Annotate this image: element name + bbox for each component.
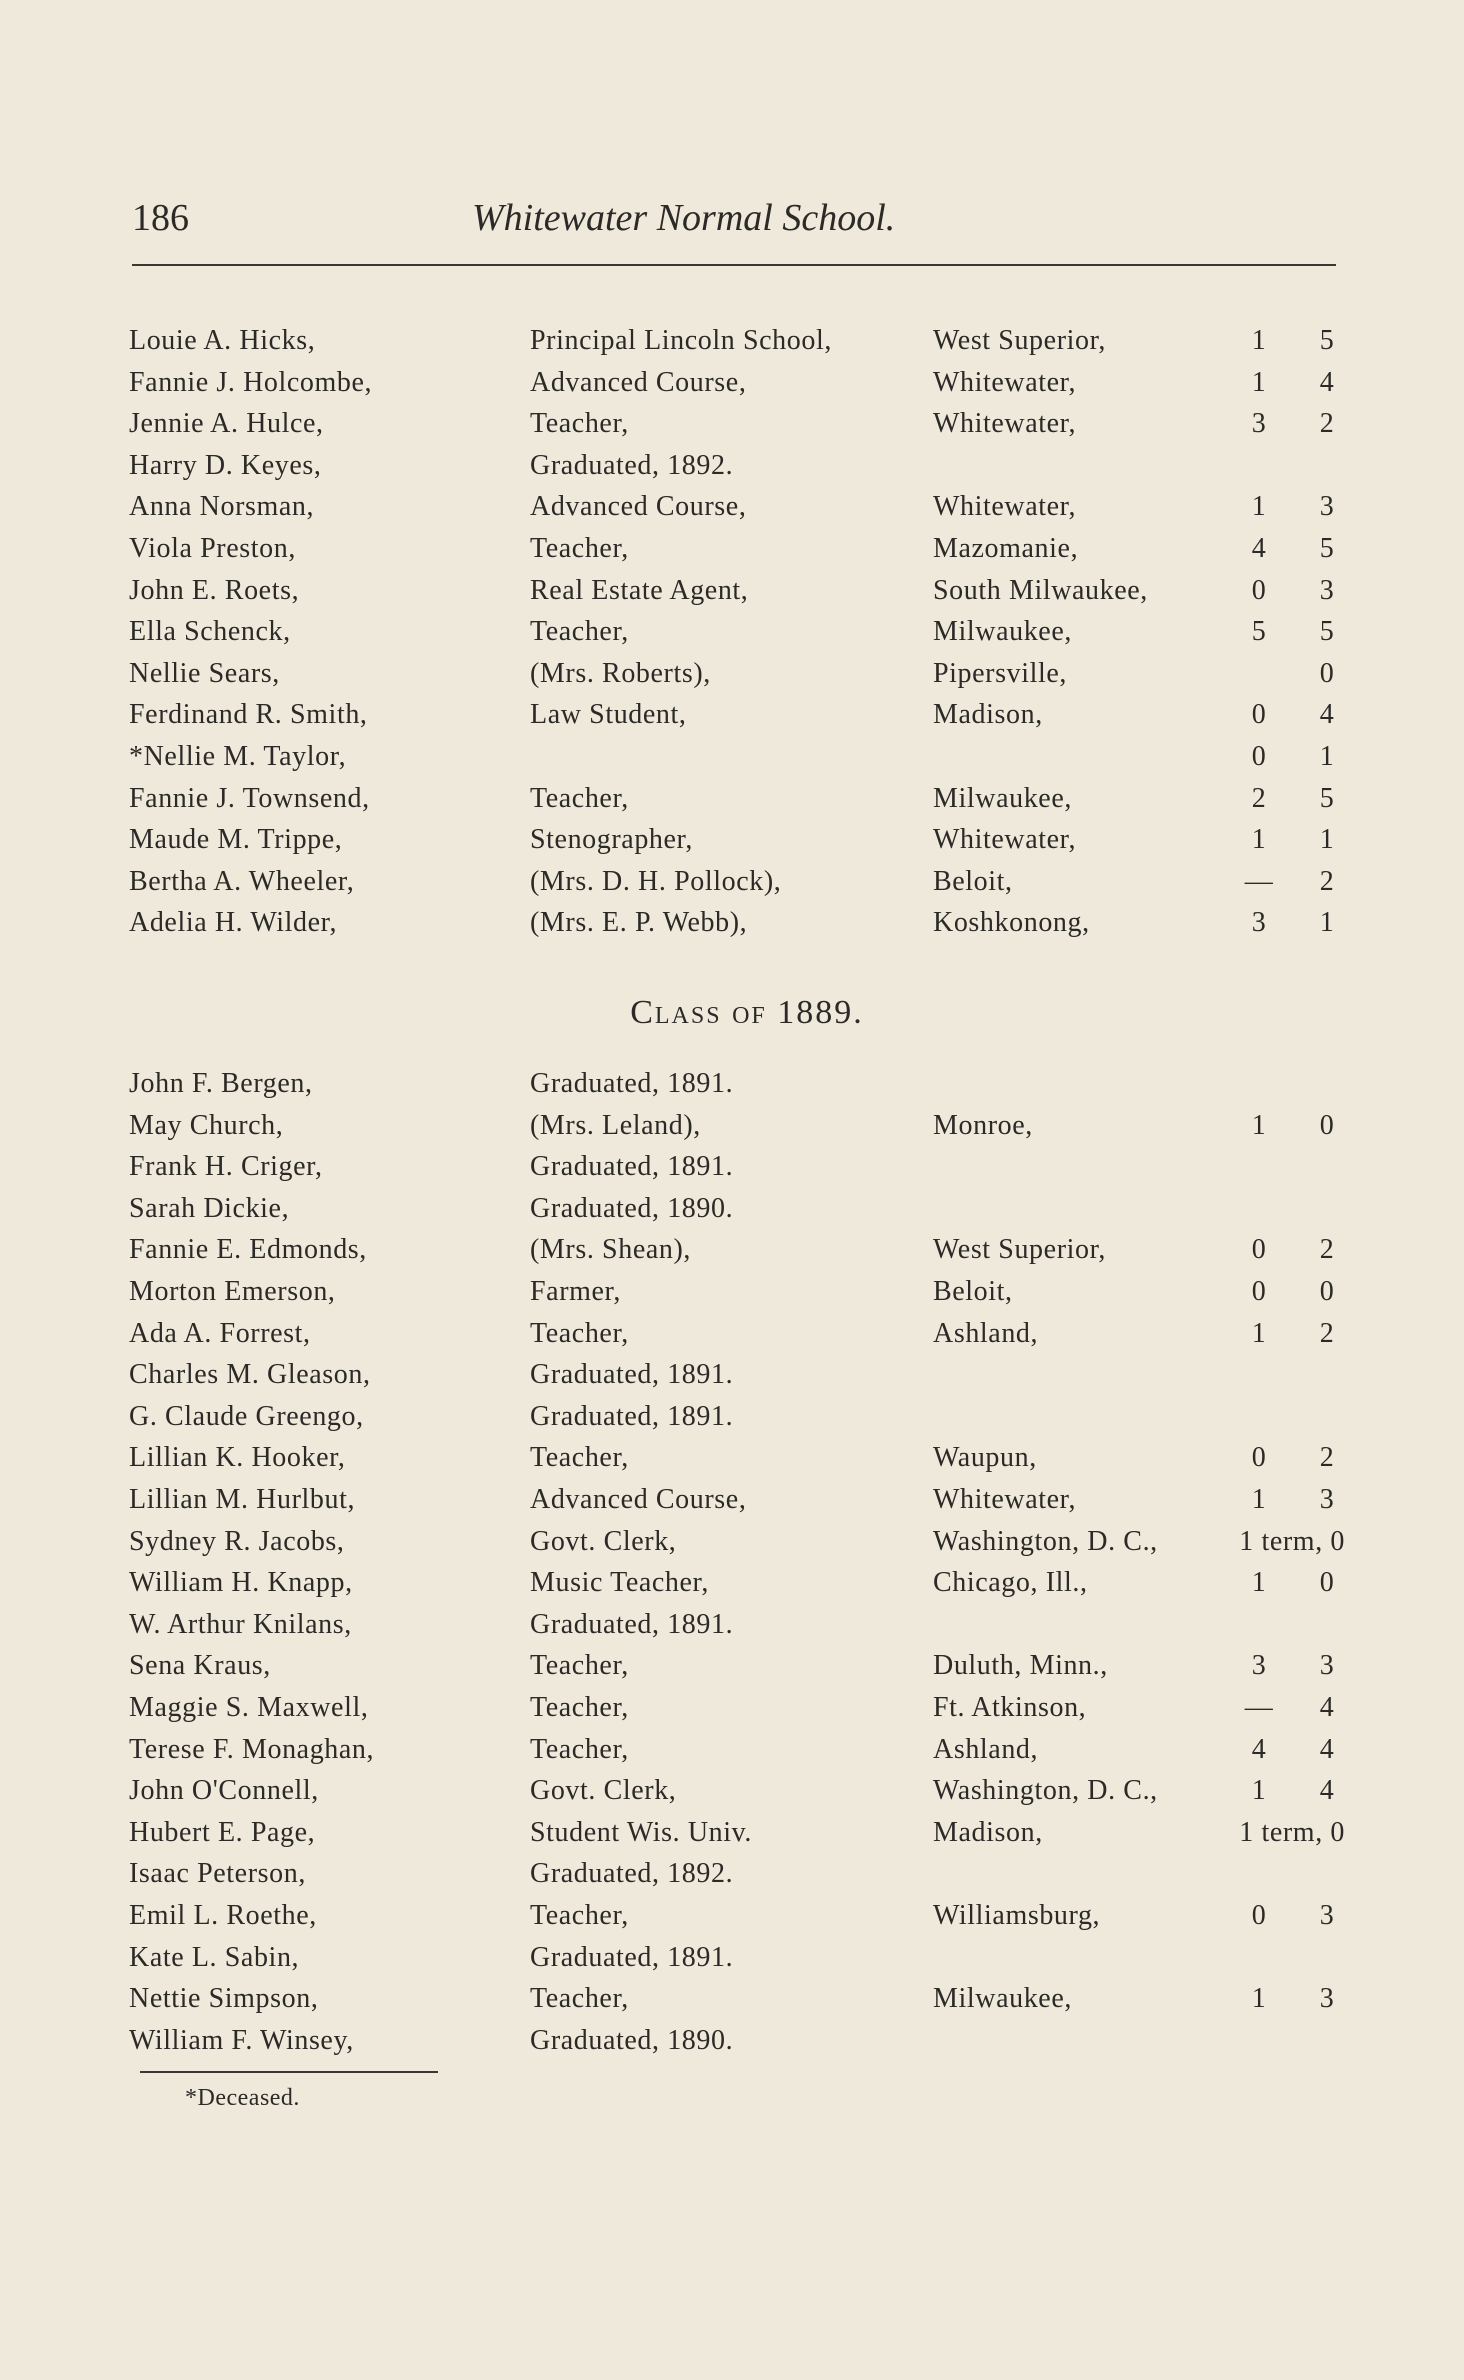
alumnus-residence: Whitewater,	[933, 491, 1077, 523]
alumnus-name: John E. Roets,	[129, 574, 300, 606]
table-row	[0, 1526, 1464, 1566]
alumnus-terms: 0	[1319, 657, 1335, 689]
alumnus-terms: 0	[1319, 1276, 1335, 1307]
alumnus-occupation: Teacher,	[530, 1692, 629, 1723]
alumnus-years: 0	[1251, 1442, 1267, 1474]
table-row	[0, 408, 1464, 448]
alumnus-years: —	[1244, 865, 1274, 897]
alumnus-name: John F. Bergen,	[129, 1068, 313, 1099]
alumnus-residence: Ashland,	[933, 1733, 1039, 1765]
alumnus-name: Emil L. Roethe,	[129, 1900, 317, 1931]
alumnus-occupation: Stenographer,	[530, 824, 693, 856]
alumnus-terms: 1	[1319, 741, 1335, 772]
alumnus-residence: Milwaukee,	[933, 1983, 1072, 2015]
alumnus-occupation: Teacher,	[530, 1442, 629, 1474]
alumnus-name: Hubert E. Page,	[129, 1816, 316, 1848]
table-row	[0, 1817, 1464, 1857]
table-row	[0, 1609, 1464, 1649]
alumnus-occupation: Graduated, 1891.	[530, 1359, 734, 1391]
alumnus-residence: Whitewater,	[933, 1484, 1077, 1515]
alumnus-name: William F. Winsey,	[129, 2024, 354, 2056]
alumnus-name: Viola Preston,	[129, 533, 296, 564]
alumnus-occupation: Graduated, 1892.	[530, 1858, 734, 1890]
alumnus-name: Fannie J. Townsend,	[129, 782, 370, 814]
table-row	[0, 658, 1464, 698]
alumnus-name: Fannie E. Edmonds,	[129, 1234, 367, 1266]
alumnus-occupation: Advanced Course,	[530, 1484, 747, 1515]
alumnus-occupation: Farmer,	[530, 1276, 621, 1307]
alumnus-years: 0	[1251, 574, 1267, 606]
alumnus-years: 1	[1251, 366, 1267, 398]
alumnus-occupation: Graduated, 1891.	[530, 1151, 734, 1183]
alumnus-name: Nellie Sears,	[129, 657, 280, 689]
table-row	[0, 1983, 1464, 2023]
alumnus-name: Nettie Simpson,	[129, 1983, 319, 2015]
alumnus-residence: Ft. Atkinson,	[933, 1692, 1087, 1723]
alumnus-occupation: Advanced Course,	[530, 491, 747, 523]
alumnus-name: Lillian M. Hurlbut,	[129, 1484, 356, 1515]
alumnus-name: Isaac Peterson,	[129, 1858, 306, 1890]
alumnus-years: 0	[1251, 1900, 1267, 1931]
alumnus-terms: 3	[1319, 1900, 1335, 1931]
alumnus-residence: Milwaukee,	[933, 616, 1072, 648]
alumnus-residence: Pipersville,	[933, 657, 1067, 689]
alumnus-residence: Washington, D. C.,	[933, 1525, 1158, 1557]
alumnus-terms: 2	[1319, 1234, 1335, 1266]
alumnus-name: Sydney R. Jacobs,	[129, 1525, 345, 1557]
alumnus-name: Sarah Dickie,	[129, 1192, 290, 1224]
alumnus-years: 1	[1251, 1317, 1267, 1349]
alumnus-name: Kate L. Sabin,	[129, 1941, 300, 1973]
alumnus-occupation: Student Wis. Univ.	[530, 1816, 753, 1848]
table-row	[0, 2025, 1464, 2065]
alumnus-terms: 5	[1319, 533, 1335, 564]
alumnus-years: 3	[1251, 907, 1267, 939]
table-row	[0, 783, 1464, 823]
alumnus-years: 1	[1251, 491, 1267, 523]
alumnus-terms: 2	[1319, 1317, 1335, 1349]
alumnus-occupation: Graduated, 1892.	[530, 449, 734, 481]
alumnus-terms: 5	[1319, 782, 1335, 814]
alumnus-occupation: Teacher,	[530, 1733, 629, 1765]
alumnus-occupation: Law Student,	[530, 699, 687, 731]
alumnus-terms: 5	[1319, 325, 1335, 356]
alumnus-terms: 2	[1319, 408, 1335, 440]
alumnus-residence: Beloit,	[933, 865, 1013, 897]
table-row	[0, 866, 1464, 906]
table-row	[0, 1401, 1464, 1441]
alumnus-name: W. Arthur Knilans,	[129, 1608, 352, 1640]
table-row	[0, 1650, 1464, 1690]
alumnus-occupation: Teacher,	[530, 408, 629, 440]
alumnus-residence: Whitewater,	[933, 408, 1077, 440]
table-row	[0, 450, 1464, 490]
alumnus-name: Frank H. Criger,	[129, 1151, 323, 1183]
alumnus-residence: Mazomanie,	[933, 533, 1079, 564]
table-row	[0, 575, 1464, 615]
alumnus-name: Maude M. Trippe,	[129, 824, 343, 856]
alumnus-occupation: (Mrs. E. P. Webb),	[530, 907, 748, 939]
alumnus-terms: 2	[1319, 865, 1335, 897]
table-row	[0, 1942, 1464, 1982]
alumnus-years: 1	[1251, 325, 1267, 356]
alumnus-occupation: Govt. Clerk,	[530, 1525, 677, 1557]
alumnus-name: Lillian K. Hooker,	[129, 1442, 346, 1474]
alumnus-name: Ada A. Forrest,	[129, 1317, 311, 1349]
alumnus-residence: Washington, D. C.,	[933, 1775, 1158, 1807]
alumnus-years: 0	[1251, 1234, 1267, 1266]
alumnus-name: Anna Norsman,	[129, 491, 315, 523]
alumnus-residence: Madison,	[933, 1816, 1043, 1848]
alumnus-residence: Beloit,	[933, 1276, 1013, 1307]
alumnus-residence: Williamsburg,	[933, 1900, 1101, 1931]
alumnus-years: 1	[1251, 1109, 1267, 1141]
running-title: Whitewater Normal School.	[472, 197, 896, 239]
table-row	[0, 741, 1464, 781]
alumnus-occupation: Teacher,	[530, 1650, 629, 1682]
alumnus-terms: 5	[1319, 616, 1335, 648]
alumnus-occupation: Graduated, 1891.	[530, 1608, 734, 1640]
alumnus-name: Maggie S. Maxwell,	[129, 1692, 369, 1723]
alumnus-occupation: Graduated, 1891.	[530, 1941, 734, 1973]
table-row	[0, 1734, 1464, 1774]
alumnus-occupation: Teacher,	[530, 1983, 629, 2015]
alumnus-terms: 0	[1319, 1109, 1335, 1141]
alumnus-terms: 4	[1319, 1775, 1335, 1807]
alumnus-terms: 1	[1319, 907, 1335, 939]
alumnus-years: 1	[1251, 1567, 1267, 1599]
table-row	[0, 1151, 1464, 1191]
alumnus-name: Terese F. Monaghan,	[129, 1733, 375, 1765]
alumnus-occupation: Advanced Course,	[530, 366, 747, 398]
alumnus-name: Sena Kraus,	[129, 1650, 271, 1682]
class-heading: Class of 1889.	[630, 994, 864, 1031]
alumnus-occupation: Graduated, 1890.	[530, 2024, 734, 2056]
alumnus-terms: 3	[1319, 1983, 1335, 2015]
alumnus-name: May Church,	[129, 1109, 284, 1141]
alumnus-name: Charles M. Gleason,	[129, 1359, 371, 1391]
table-row	[0, 1775, 1464, 1815]
alumnus-residence: West Superior,	[933, 1234, 1106, 1266]
table-row	[0, 1484, 1464, 1524]
alumnus-years: 4	[1251, 1733, 1267, 1765]
alumnus-years: 0	[1251, 1276, 1267, 1307]
footnote: *Deceased.	[185, 2085, 300, 2111]
alumnus-occupation: Teacher,	[530, 616, 629, 648]
alumnus-years: 1 term, 0	[1239, 1525, 1345, 1557]
alumnus-name: John O'Connell,	[129, 1775, 319, 1807]
table-row	[0, 1567, 1464, 1607]
alumnus-name: *Nellie M. Taylor,	[129, 741, 347, 772]
alumnus-terms: 3	[1319, 1650, 1335, 1682]
alumnus-residence: Madison,	[933, 699, 1043, 731]
table-row	[0, 367, 1464, 407]
table-row	[0, 1692, 1464, 1732]
alumnus-occupation: Govt. Clerk,	[530, 1775, 677, 1807]
alumnus-residence: South Milwaukee,	[933, 574, 1148, 606]
alumnus-occupation: Graduated, 1891.	[530, 1068, 734, 1099]
alumnus-residence: Monroe,	[933, 1109, 1033, 1141]
alumnus-name: Jennie A. Hulce,	[129, 408, 324, 440]
alumnus-years: 3	[1251, 408, 1267, 440]
alumnus-residence: West Superior,	[933, 325, 1106, 356]
alumnus-terms: 1	[1319, 824, 1335, 856]
alumnus-occupation: Real Estate Agent,	[530, 574, 749, 606]
alumnus-name: Ella Schenck,	[129, 616, 291, 648]
table-row	[0, 1442, 1464, 1482]
alumnus-occupation: Teacher,	[530, 1900, 629, 1931]
alumnus-terms: 2	[1319, 1442, 1335, 1474]
alumnus-residence: Whitewater,	[933, 366, 1077, 398]
table-row	[0, 699, 1464, 739]
alumnus-years: 5	[1251, 616, 1267, 648]
table-row	[0, 1858, 1464, 1898]
alumnus-years: —	[1244, 1692, 1274, 1723]
alumnus-occupation: (Mrs. Shean),	[530, 1234, 691, 1266]
alumnus-terms: 0	[1319, 1567, 1335, 1599]
table-row	[0, 325, 1464, 365]
alumnus-name: William H. Knapp,	[129, 1567, 353, 1599]
alumnus-occupation: Teacher,	[530, 1317, 629, 1349]
footnote-rule	[140, 2071, 438, 2073]
alumnus-occupation: Music Teacher,	[530, 1567, 709, 1599]
table-row	[0, 1318, 1464, 1358]
alumnus-name: Ferdinand R. Smith,	[129, 699, 368, 731]
alumnus-residence: Whitewater,	[933, 824, 1077, 856]
alumnus-years: 3	[1251, 1650, 1267, 1682]
alumnus-years: 1 term, 0	[1239, 1816, 1345, 1848]
alumnus-terms: 4	[1319, 699, 1335, 731]
alumnus-years: 1	[1251, 1775, 1267, 1807]
alumnus-years: 1	[1251, 824, 1267, 856]
alumnus-terms: 3	[1319, 491, 1335, 523]
alumnus-years: 2	[1251, 782, 1267, 814]
table-row	[0, 1068, 1464, 1108]
alumnus-residence: Koshkonong,	[933, 907, 1090, 939]
alumnus-name: Harry D. Keyes,	[129, 449, 322, 481]
alumnus-years: 0	[1251, 699, 1267, 731]
table-row	[0, 824, 1464, 864]
alumnus-occupation: Teacher,	[530, 782, 629, 814]
table-row	[0, 616, 1464, 656]
alumnus-name: G. Claude Greengo,	[129, 1400, 364, 1432]
alumnus-occupation: (Mrs. Roberts),	[530, 657, 711, 689]
alumnus-terms: 3	[1319, 574, 1335, 606]
alumnus-occupation: Teacher,	[530, 533, 629, 564]
table-row	[0, 1234, 1464, 1274]
table-row	[0, 1110, 1464, 1150]
alumnus-name: Bertha A. Wheeler,	[129, 865, 355, 897]
alumnus-terms: 3	[1319, 1484, 1335, 1515]
alumnus-name: Morton Emerson,	[129, 1276, 336, 1307]
alumnus-occupation: Graduated, 1890.	[530, 1192, 734, 1224]
alumnus-years: 1	[1251, 1484, 1267, 1515]
alumnus-name: Adelia H. Wilder,	[129, 907, 338, 939]
alumnus-name: Louie A. Hicks,	[129, 325, 316, 356]
alumnus-residence: Ashland,	[933, 1317, 1039, 1349]
alumnus-years: 1	[1251, 1983, 1267, 2015]
page-header	[132, 196, 1336, 246]
alumnus-residence: Duluth, Minn.,	[933, 1650, 1108, 1682]
table-row	[0, 491, 1464, 531]
alumnus-residence: Chicago, Ill.,	[933, 1567, 1088, 1599]
alumnus-occupation: (Mrs. D. H. Pollock),	[530, 865, 782, 897]
table-row	[0, 907, 1464, 947]
table-row	[0, 1900, 1464, 1940]
alumnus-terms: 4	[1319, 1733, 1335, 1765]
alumnus-occupation: Principal Lincoln School,	[530, 325, 832, 356]
header-rule	[132, 264, 1336, 266]
table-row	[0, 533, 1464, 573]
alumnus-occupation: Graduated, 1891.	[530, 1400, 734, 1432]
alumnus-terms: 4	[1319, 1692, 1335, 1723]
page-number: 186	[132, 197, 189, 239]
table-row	[0, 1193, 1464, 1233]
alumnus-name: Fannie J. Holcombe,	[129, 366, 373, 398]
alumnus-terms: 4	[1319, 366, 1335, 398]
alumnus-residence: Waupun,	[933, 1442, 1037, 1474]
alumnus-residence: Milwaukee,	[933, 782, 1072, 814]
table-row	[0, 1359, 1464, 1399]
alumnus-years: 0	[1251, 741, 1267, 772]
alumnus-occupation: (Mrs. Leland),	[530, 1109, 701, 1141]
alumnus-years: 4	[1251, 533, 1267, 564]
table-row	[0, 1276, 1464, 1316]
